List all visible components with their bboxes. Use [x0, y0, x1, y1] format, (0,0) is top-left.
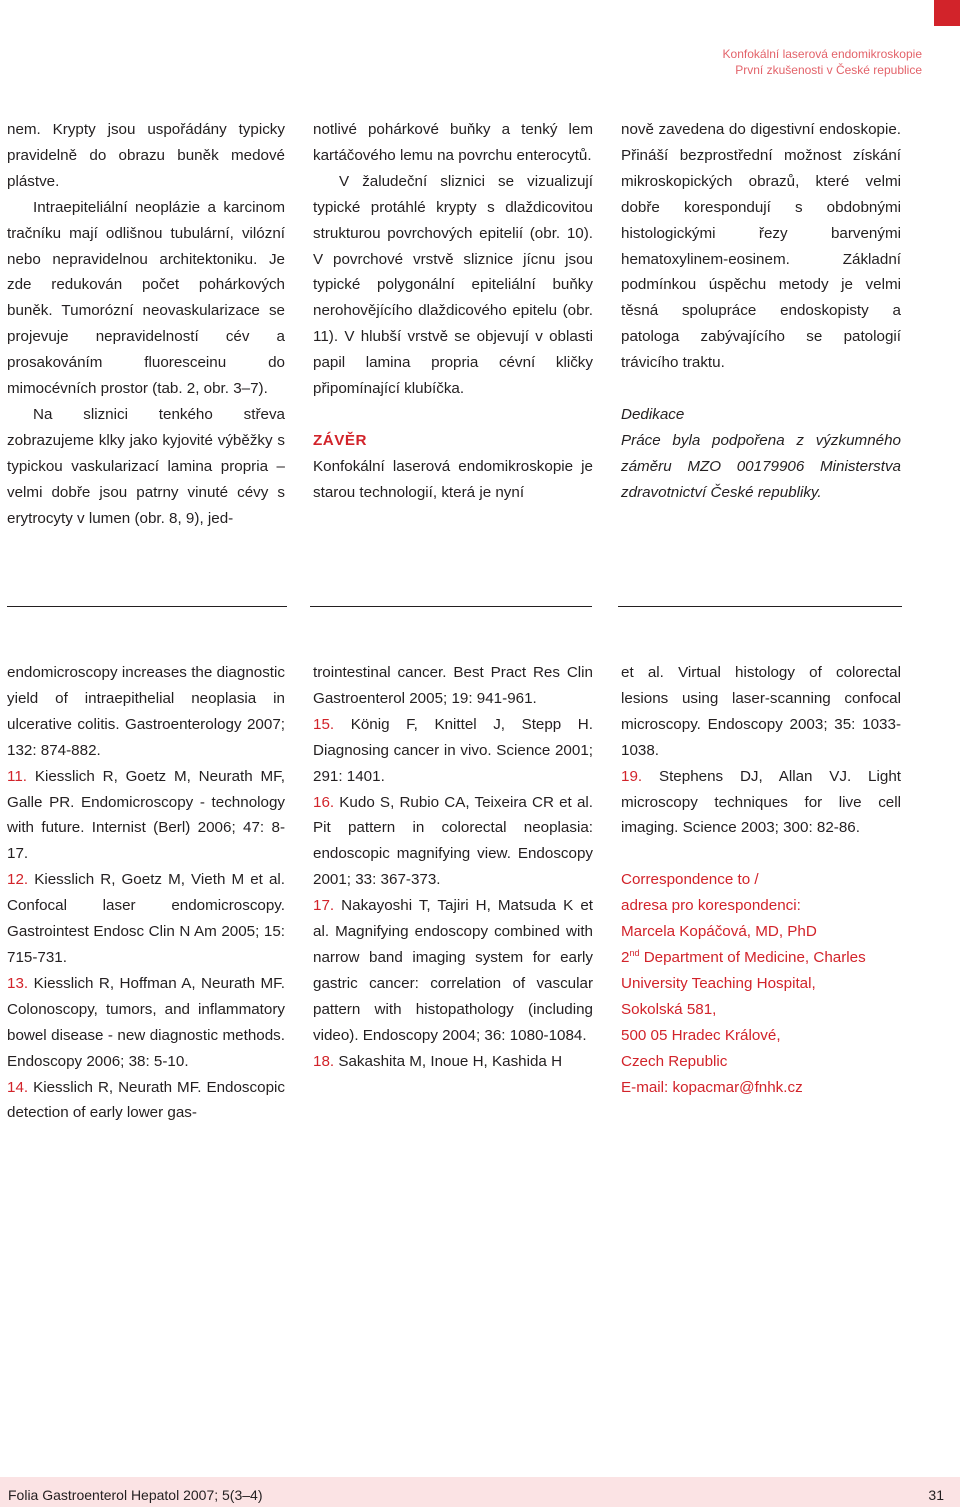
dedication-text: Práce byla podpořena z výzkumného záměru MZO 00179906 Ministerstva zdravotnictví České republiky. [621, 431, 901, 501]
column-divider-rule [7, 606, 287, 607]
reference-item: 15. König F, Knittel J, Stepp H. Diagnosing cancer in vivo. Science 2001; 291: 1401. [313, 715, 593, 785]
page-number: 31 [928, 1487, 944, 1503]
running-head [723, 46, 922, 78]
reference-number: 18. [313, 1052, 335, 1070]
reference-number: 15. [313, 715, 335, 733]
reference-number: 19. [621, 767, 643, 785]
correspondence-country: Czech Republic [621, 1052, 728, 1070]
reference-number: 13. [7, 974, 29, 992]
correspondence-label: Correspondence to / [621, 871, 759, 889]
references-column-2 [313, 660, 593, 1075]
journal-citation: Folia Gastroenterol Hepatol 2007; 5(3–4) [8, 1487, 263, 1503]
reference-item: 17. Nakayoshi T, Tajiri H, Matsuda K et al. Magnifying endoscopy combined with narrow band imaging system for early gastric cancer: correlation of vascular pattern with histopathology (including video). Endoscopy 2004; 36: 1080-1084. [313, 897, 593, 1044]
paragraph: Intraepiteliální neoplázie a karcinom tračníku mají odlišnou tubulární, vilózní nebo nepravidelnou architektoniku. Je zde redukován počet pohárkových buněk. Tumorózní neovaskularizace se projevuje nepravidelností cév a prosakováním fluoresceinu do mimocévních prostor (tab. 2, obr. 3–7). [7, 198, 285, 398]
body-column-2 [313, 117, 593, 506]
correspondence-city: 500 05 Hradec Králové, [621, 1026, 781, 1044]
paragraph: Na sliznici tenkého střeva zobrazujeme klky jako kyjovité výběžky s typickou vaskularizací lamina propria – velmi dobře jsou patrny vinuté cévy s erytrocyty v lumen (obr. 8, 9), jed- [7, 405, 285, 527]
reference-continued: et al. Virtual histology of colorectal lesions using laser-scanning confocal microscopy. Endoscopy 2003; 35: 1033-1038. [621, 664, 901, 759]
reference-item: 18. Sakashita M, Inoue H, Kashida H [313, 1052, 563, 1070]
reference-item: 11. Kiesslich R, Goetz M, Neurath MF, Galle PR. Endomicroscopy - technology with future. Internist (Berl) 2006; 47: 8-17. [7, 767, 285, 863]
correspondence-institution: University Teaching Hospital, [621, 974, 816, 992]
running-head-subtitle: První zkušenosti v České republice [735, 63, 922, 77]
reference-continued: endomicroscopy increases the diagnostic yield of intraepithelial neoplasia in ulcerative colitis. Gastroenterology 2007; 132: 874-882. [7, 664, 285, 759]
reference-number: 16. [313, 793, 335, 811]
body-column-3 [621, 117, 901, 506]
paragraph: Konfokální laserová endomikroskopie je starou technologií, která je nyní [313, 457, 593, 501]
correspondence-author: Marcela Kopáčová, MD, PhD [621, 923, 817, 941]
correspondence-department: 2nd Department of Medicine, Charles [621, 948, 866, 967]
correspondence-street: Sokolská 581, [621, 1000, 717, 1018]
paragraph: notlivé pohárkové buňky a tenký lem kartáčového lemu na povrchu enterocytů. [313, 121, 593, 164]
reference-number: 14. [7, 1078, 29, 1096]
paragraph: nově zavedena do digestivní endoskopie. Přináší bezprostřední možnost získání mikroskopických obrazů, které velmi dobře korespondují s obdobnými histologickými řezy barvenými hematoxylinem-eosinem. Základní podmínkou úspěchu metody je velmi těsná spolupráce endoskopisty a patologa zabývajícího se patologií trávicího traktu. [621, 121, 901, 372]
reference-number: 11. [7, 767, 27, 785]
reference-number: 17. [313, 897, 335, 915]
reference-continued: trointestinal cancer. Best Pract Res Clin Gastroenterol 2005; 19: 941-961. [313, 664, 593, 707]
body-column-1 [7, 117, 285, 532]
section-heading-zaver: ZÁVĚR [313, 431, 367, 449]
reference-item: 19. Stephens DJ, Allan VJ. Light microscopy techniques for live cell imaging. Science 2003; 300: 82-86. [621, 767, 901, 837]
correspondence-label-cz: adresa pro korespondenci: [621, 897, 801, 915]
correspondence-block [621, 867, 901, 1100]
reference-item: 16. Kudo S, Rubio CA, Teixeira CR et al. Pit pattern in colorectal neoplasia: endoscopic magnifying view. Endoscopy 2001; 33: 367-373. [313, 793, 593, 889]
paragraph: V žaludeční sliznici se vizualizují typické protáhlé krypty s dlaždicovitou strukturou povrchových epitelií (obr. 10). V povrchové vrstvě sliznice jícnu jsou typické polygonální epiteliální buňky nerohovějícího dlaždicového epitelu (obr. 11). V hlubší vrstvě se objevují v oblasti papil lamina propria cévní kličky připomínající klubíčka. [313, 172, 593, 398]
column-divider-rule [310, 606, 592, 607]
corner-accent-bar [934, 0, 960, 26]
reference-number: 12. [7, 871, 29, 889]
reference-item: 14. Kiesslich R, Neurath MF. Endoscopic detection of early lower gas- [7, 1078, 285, 1122]
paragraph: nem. Krypty jsou uspořádány typicky pravidelně do obrazu buněk medové plástve. [7, 121, 285, 190]
running-head-title: Konfokální laserová endomikroskopie [722, 47, 922, 61]
reference-item: 12. Kiesslich R, Goetz M, Vieth M et al. Confocal laser endomicroscopy. Gastrointest Endosc Clin N Am 2005; 15: 715-731. [7, 871, 285, 966]
references-column-3 [621, 660, 901, 1101]
references-column-1 [7, 660, 285, 1126]
reference-item: 13. Kiesslich R, Hoffman A, Neurath MF. Colonoscopy, tumors, and inflammatory bowel disease - new diagnostic methods. Endoscopy 2006; 38: 5-10. [7, 974, 285, 1070]
column-divider-rule [618, 606, 902, 607]
dedication-title: Dedikace [621, 406, 685, 424]
correspondence-email[interactable]: E-mail: kopacmar@fnhk.cz [621, 1078, 803, 1096]
